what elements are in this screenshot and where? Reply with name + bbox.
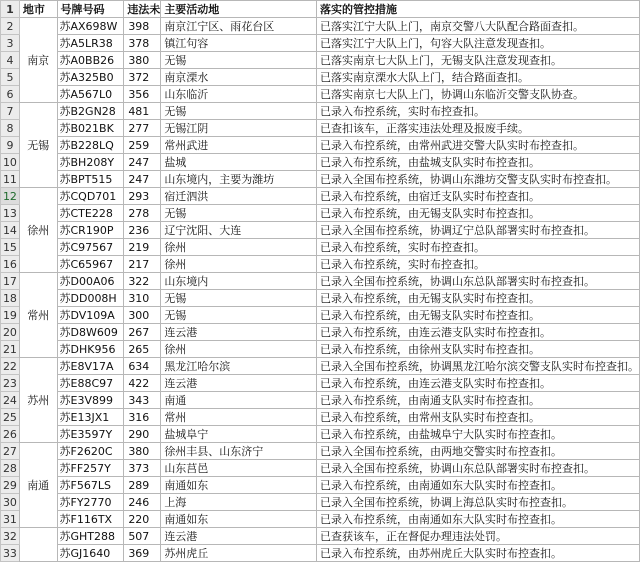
row-number[interactable]: 32: [1, 528, 20, 545]
row-number[interactable]: 2: [1, 18, 20, 35]
row-number[interactable]: 16: [1, 256, 20, 273]
row-number[interactable]: 4: [1, 52, 20, 69]
measure-cell[interactable]: 已录入全国布控系统，协调山东总队部署实时布控查扣。: [316, 273, 639, 290]
activity-area-cell[interactable]: 山东境内: [161, 273, 317, 290]
measure-cell[interactable]: 已查扣该车，正落实违法处理及报废手续。: [316, 120, 639, 137]
row-number[interactable]: 25: [1, 409, 20, 426]
activity-area-cell[interactable]: 常州武进: [161, 137, 317, 154]
violation-count-cell[interactable]: 380: [124, 52, 161, 69]
table-row: [1, 290, 640, 307]
column-header-plate[interactable]: 号牌号码: [57, 1, 124, 18]
row-number[interactable]: 17: [1, 273, 20, 290]
row-number[interactable]: 24: [1, 392, 20, 409]
plate-cell[interactable]: 苏C97567: [57, 239, 124, 256]
column-header-violations[interactable]: 违法未: [124, 1, 161, 18]
city-cell[interactable]: 苏州: [19, 358, 57, 443]
plate-cell[interactable]: 苏A0BB26: [57, 52, 124, 69]
violation-count-cell[interactable]: 316: [124, 409, 161, 426]
row-number-header[interactable]: 1: [1, 1, 20, 18]
row-number[interactable]: 7: [1, 103, 20, 120]
header-row: [1, 1, 640, 18]
violation-count-cell[interactable]: 217: [124, 256, 161, 273]
plate-cell[interactable]: 苏CR190P: [57, 222, 124, 239]
activity-area-cell[interactable]: 连云港: [161, 324, 317, 341]
table-row: [1, 256, 640, 273]
measure-cell[interactable]: 已落实南京七大队上门，协调山东临沂交警支队协查。: [316, 86, 639, 103]
plate-cell[interactable]: 苏B228LQ: [57, 137, 124, 154]
activity-area-cell[interactable]: 无锡: [161, 103, 317, 120]
activity-area-cell[interactable]: 徐州丰县、山东济宁: [161, 443, 317, 460]
plate-cell[interactable]: 苏BH208Y: [57, 154, 124, 171]
table-row: [1, 341, 640, 358]
table-row: [1, 103, 640, 120]
plate-cell[interactable]: 苏CTE228: [57, 205, 124, 222]
measure-cell[interactable]: 已录入布控系统，由连云港支队实时布控查扣。: [316, 375, 639, 392]
measure-cell[interactable]: 已落实江宁大队上门，南京交警八大队配合路面查扣。: [316, 18, 639, 35]
measure-cell[interactable]: 已录入布控系统，由连云港支队实时布控查扣。: [316, 324, 639, 341]
activity-area-cell[interactable]: 盐城阜宁: [161, 426, 317, 443]
measure-cell[interactable]: 已录入布控系统，由无锡支队实时布控查扣。: [316, 307, 639, 324]
row-number[interactable]: 12: [1, 188, 20, 205]
table-row: [1, 426, 640, 443]
column-header-measures[interactable]: 落实的管控措施: [316, 1, 639, 18]
table-row: [1, 52, 640, 69]
row-number[interactable]: 30: [1, 494, 20, 511]
row-number[interactable]: 22: [1, 358, 20, 375]
measure-cell[interactable]: 已录入布控系统，实时布控查扣。: [316, 103, 639, 120]
violation-count-cell[interactable]: 220: [124, 511, 161, 528]
measure-cell[interactable]: 已录入布控系统，由常州支队实时布控查扣。: [316, 409, 639, 426]
city-cell[interactable]: 常州: [19, 273, 57, 358]
row-number[interactable]: 5: [1, 69, 20, 86]
activity-area-cell[interactable]: 无锡江阴: [161, 120, 317, 137]
measure-cell[interactable]: 已录入布控系统，实时布控查扣。: [316, 239, 639, 256]
violation-count-cell[interactable]: 289: [124, 477, 161, 494]
row-number[interactable]: 14: [1, 222, 20, 239]
table-row: [1, 460, 640, 477]
table-row: [1, 358, 640, 375]
activity-area-cell[interactable]: 宿迁泗洪: [161, 188, 317, 205]
measure-cell[interactable]: 已录入全国布控系统，由两地交警实时布控查扣。: [316, 443, 639, 460]
plate-cell[interactable]: 苏A325B0: [57, 69, 124, 86]
table-row: [1, 375, 640, 392]
plate-cell[interactable]: 苏D00A06: [57, 273, 124, 290]
violation-count-cell[interactable]: 290: [124, 426, 161, 443]
table-row: [1, 222, 640, 239]
plate-cell[interactable]: 苏E88C97: [57, 375, 124, 392]
measure-cell[interactable]: 已录入布控系统，实时布控查扣。: [316, 256, 639, 273]
plate-cell[interactable]: 苏F2620C: [57, 443, 124, 460]
plate-cell[interactable]: 苏D8W609: [57, 324, 124, 341]
violation-count-cell[interactable]: 265: [124, 341, 161, 358]
row-number[interactable]: 33: [1, 545, 20, 562]
measure-cell[interactable]: 已录入全国布控系统，协调上海总队实时布控查扣。: [316, 494, 639, 511]
table-row: [1, 528, 640, 545]
row-number[interactable]: 29: [1, 477, 20, 494]
activity-area-cell[interactable]: 山东莒邑: [161, 460, 317, 477]
activity-area-cell[interactable]: 连云港: [161, 375, 317, 392]
table-row: [1, 511, 640, 528]
violation-count-cell[interactable]: 507: [124, 528, 161, 545]
plate-cell[interactable]: 苏FY2770: [57, 494, 124, 511]
row-number[interactable]: 13: [1, 205, 20, 222]
table-row: [1, 273, 640, 290]
violation-count-cell[interactable]: 267: [124, 324, 161, 341]
plate-cell[interactable]: 苏E3V899: [57, 392, 124, 409]
plate-cell[interactable]: 苏FF257Y: [57, 460, 124, 477]
violation-count-cell[interactable]: 247: [124, 171, 161, 188]
table-row: [1, 409, 640, 426]
table-row: [1, 154, 640, 171]
measure-cell[interactable]: 已录入全国布控系统，协调山东总队部署实时布控查扣。: [316, 460, 639, 477]
activity-area-cell[interactable]: 南京江宁区、雨花台区: [161, 18, 317, 35]
activity-area-cell[interactable]: 徐州: [161, 239, 317, 256]
violation-count-cell[interactable]: 259: [124, 137, 161, 154]
activity-area-cell[interactable]: 无锡: [161, 307, 317, 324]
activity-area-cell[interactable]: 徐州: [161, 341, 317, 358]
table-row: [1, 392, 640, 409]
row-number[interactable]: 10: [1, 154, 20, 171]
plate-cell[interactable]: 苏AX698W: [57, 18, 124, 35]
measure-cell[interactable]: 已录入布控系统，由南通如东大队实时布控查扣。: [316, 511, 639, 528]
measure-cell[interactable]: 已录入布控系统，由盐城阜宁大队实时布控查扣。: [316, 426, 639, 443]
measure-cell[interactable]: 已录入布控系统，由常州武进交警大队实时布控查扣。: [316, 137, 639, 154]
measure-cell[interactable]: 已录入布控系统，由南通支队实时布控查扣。: [316, 392, 639, 409]
row-number[interactable]: 20: [1, 324, 20, 341]
measure-cell[interactable]: 已录入布控系统，由南通如东大队实时布控查扣。: [316, 477, 639, 494]
violation-count-cell[interactable]: 246: [124, 494, 161, 511]
measure-cell[interactable]: 已录入布控系统，由无锡支队实时布控查扣。: [316, 205, 639, 222]
plate-cell[interactable]: 苏E8V17A: [57, 358, 124, 375]
measure-cell[interactable]: 已查获该车，正在督促办理违法处罚。: [316, 528, 639, 545]
violation-count-cell[interactable]: 481: [124, 103, 161, 120]
table-row: [1, 137, 640, 154]
plate-cell[interactable]: 苏DD008H: [57, 290, 124, 307]
row-number[interactable]: 11: [1, 171, 20, 188]
measure-cell[interactable]: 已录入布控系统，由徐州支队实时布控查扣。: [316, 341, 639, 358]
plate-cell[interactable]: 苏GHT288: [57, 528, 124, 545]
table-row: [1, 86, 640, 103]
measure-cell[interactable]: 已落实南京溧水大队上门，结合路面查扣。: [316, 69, 639, 86]
plate-cell[interactable]: 苏B2GN28: [57, 103, 124, 120]
activity-area-cell[interactable]: 上海: [161, 494, 317, 511]
measure-cell[interactable]: 已落实南京七大队上门，无锡支队注意发现查扣。: [316, 52, 639, 69]
row-number[interactable]: 27: [1, 443, 20, 460]
city-cell[interactable]: 徐州: [19, 188, 57, 273]
plate-cell[interactable]: 苏A567L0: [57, 86, 124, 103]
activity-area-cell[interactable]: 徐州: [161, 256, 317, 273]
measure-cell[interactable]: 已录入全国布控系统，协调辽宁总队部署实时布控查扣。: [316, 222, 639, 239]
activity-area-cell[interactable]: 南通如东: [161, 511, 317, 528]
measure-cell[interactable]: 已录入布控系统，由宿迁支队实时布控查扣。: [316, 188, 639, 205]
row-number[interactable]: 3: [1, 35, 20, 52]
activity-area-cell[interactable]: 山东境内，主要为潍坊: [161, 171, 317, 188]
activity-area-cell[interactable]: 无锡: [161, 290, 317, 307]
row-number[interactable]: 28: [1, 460, 20, 477]
plate-cell[interactable]: 苏F567LS: [57, 477, 124, 494]
activity-area-cell[interactable]: 辽宁沈阳、大连: [161, 222, 317, 239]
plate-cell[interactable]: 苏E3597Y: [57, 426, 124, 443]
table-row: [1, 443, 640, 460]
violation-count-cell[interactable]: 300: [124, 307, 161, 324]
table-row: [1, 69, 640, 86]
plate-cell[interactable]: 苏A5LR38: [57, 35, 124, 52]
violation-count-cell[interactable]: 369: [124, 545, 161, 562]
table-row: [1, 477, 640, 494]
table-row: [1, 205, 640, 222]
violation-count-cell[interactable]: 322: [124, 273, 161, 290]
table-row: [1, 35, 640, 52]
table-row: [1, 494, 640, 511]
activity-area-cell[interactable]: 黑龙江哈尔滨: [161, 358, 317, 375]
row-number[interactable]: 18: [1, 290, 20, 307]
violation-count-cell[interactable]: 343: [124, 392, 161, 409]
measure-cell[interactable]: 已落实江宁大队上门，句容大队注意发现查扣。: [316, 35, 639, 52]
violation-count-cell[interactable]: 356: [124, 86, 161, 103]
table-row: [1, 18, 640, 35]
city-cell[interactable]: 南京: [19, 18, 57, 103]
violation-count-cell[interactable]: 380: [124, 443, 161, 460]
violation-count-cell[interactable]: 247: [124, 154, 161, 171]
violation-count-cell[interactable]: 293: [124, 188, 161, 205]
violation-count-cell[interactable]: 372: [124, 69, 161, 86]
table-row: [1, 307, 640, 324]
violation-count-cell[interactable]: 422: [124, 375, 161, 392]
measure-cell[interactable]: 已录入全国布控系统，协调黑龙江哈尔滨交警支队实时布控查扣。: [316, 358, 639, 375]
row-number[interactable]: 6: [1, 86, 20, 103]
row-number[interactable]: 15: [1, 239, 20, 256]
activity-area-cell[interactable]: 常州: [161, 409, 317, 426]
activity-area-cell[interactable]: 无锡: [161, 205, 317, 222]
violation-count-cell[interactable]: 373: [124, 460, 161, 477]
plate-cell[interactable]: 苏F116TX: [57, 511, 124, 528]
row-number[interactable]: 23: [1, 375, 20, 392]
activity-area-cell[interactable]: 南京溧水: [161, 69, 317, 86]
plate-cell[interactable]: 苏B021BK: [57, 120, 124, 137]
row-number[interactable]: 31: [1, 511, 20, 528]
activity-area-cell[interactable]: 盐城: [161, 154, 317, 171]
activity-area-cell[interactable]: 镇江句容: [161, 35, 317, 52]
table-row: [1, 120, 640, 137]
activity-area-cell[interactable]: 连云港: [161, 528, 317, 545]
measure-cell[interactable]: 已录入布控系统，由苏州虎丘大队实时布控查扣。: [316, 545, 639, 562]
violation-count-cell[interactable]: 277: [124, 120, 161, 137]
city-cell[interactable]: 南通: [19, 443, 57, 528]
table-row: [1, 188, 640, 205]
violation-count-cell[interactable]: 310: [124, 290, 161, 307]
city-cell[interactable]: 无锡: [19, 103, 57, 188]
plate-cell[interactable]: 苏DV109A: [57, 307, 124, 324]
activity-area-cell[interactable]: 无锡: [161, 52, 317, 69]
column-header-area[interactable]: 主要活动地: [161, 1, 317, 18]
table-row: [1, 545, 640, 562]
activity-area-cell[interactable]: 山东临沂: [161, 86, 317, 103]
violation-count-cell[interactable]: 219: [124, 239, 161, 256]
sheet-body: [1, 18, 640, 562]
row-number[interactable]: 8: [1, 120, 20, 137]
table-row: [1, 171, 640, 188]
violation-count-cell[interactable]: 634: [124, 358, 161, 375]
plate-cell[interactable]: 苏CQD701: [57, 188, 124, 205]
plate-cell[interactable]: 苏E13JX1: [57, 409, 124, 426]
table-row: [1, 239, 640, 256]
table-row: [1, 324, 640, 341]
violation-count-cell[interactable]: 378: [124, 35, 161, 52]
city-cell[interactable]: [19, 528, 57, 562]
column-header-city[interactable]: 地市: [19, 1, 57, 18]
measure-cell[interactable]: 已录入布控系统，由无锡支队实时布控查扣。: [316, 290, 639, 307]
row-number[interactable]: 21: [1, 341, 20, 358]
activity-area-cell[interactable]: 南通: [161, 392, 317, 409]
measure-cell[interactable]: 已录入布控系统，由盐城支队实时布控查扣。: [316, 154, 639, 171]
plate-cell[interactable]: 苏DHK956: [57, 341, 124, 358]
row-number[interactable]: 19: [1, 307, 20, 324]
activity-area-cell[interactable]: 苏州虎丘: [161, 545, 317, 562]
measure-cell[interactable]: 已录入全国布控系统，协调山东潍坊交警支队实时布控查扣。: [316, 171, 639, 188]
plate-cell[interactable]: 苏C65967: [57, 256, 124, 273]
row-number[interactable]: 26: [1, 426, 20, 443]
violation-count-cell[interactable]: 236: [124, 222, 161, 239]
activity-area-cell[interactable]: 南通如东: [161, 477, 317, 494]
row-number[interactable]: 9: [1, 137, 20, 154]
violation-count-cell[interactable]: 398: [124, 18, 161, 35]
plate-cell[interactable]: 苏BPT515: [57, 171, 124, 188]
plate-cell[interactable]: 苏GJ1640: [57, 545, 124, 562]
violation-count-cell[interactable]: 278: [124, 205, 161, 222]
